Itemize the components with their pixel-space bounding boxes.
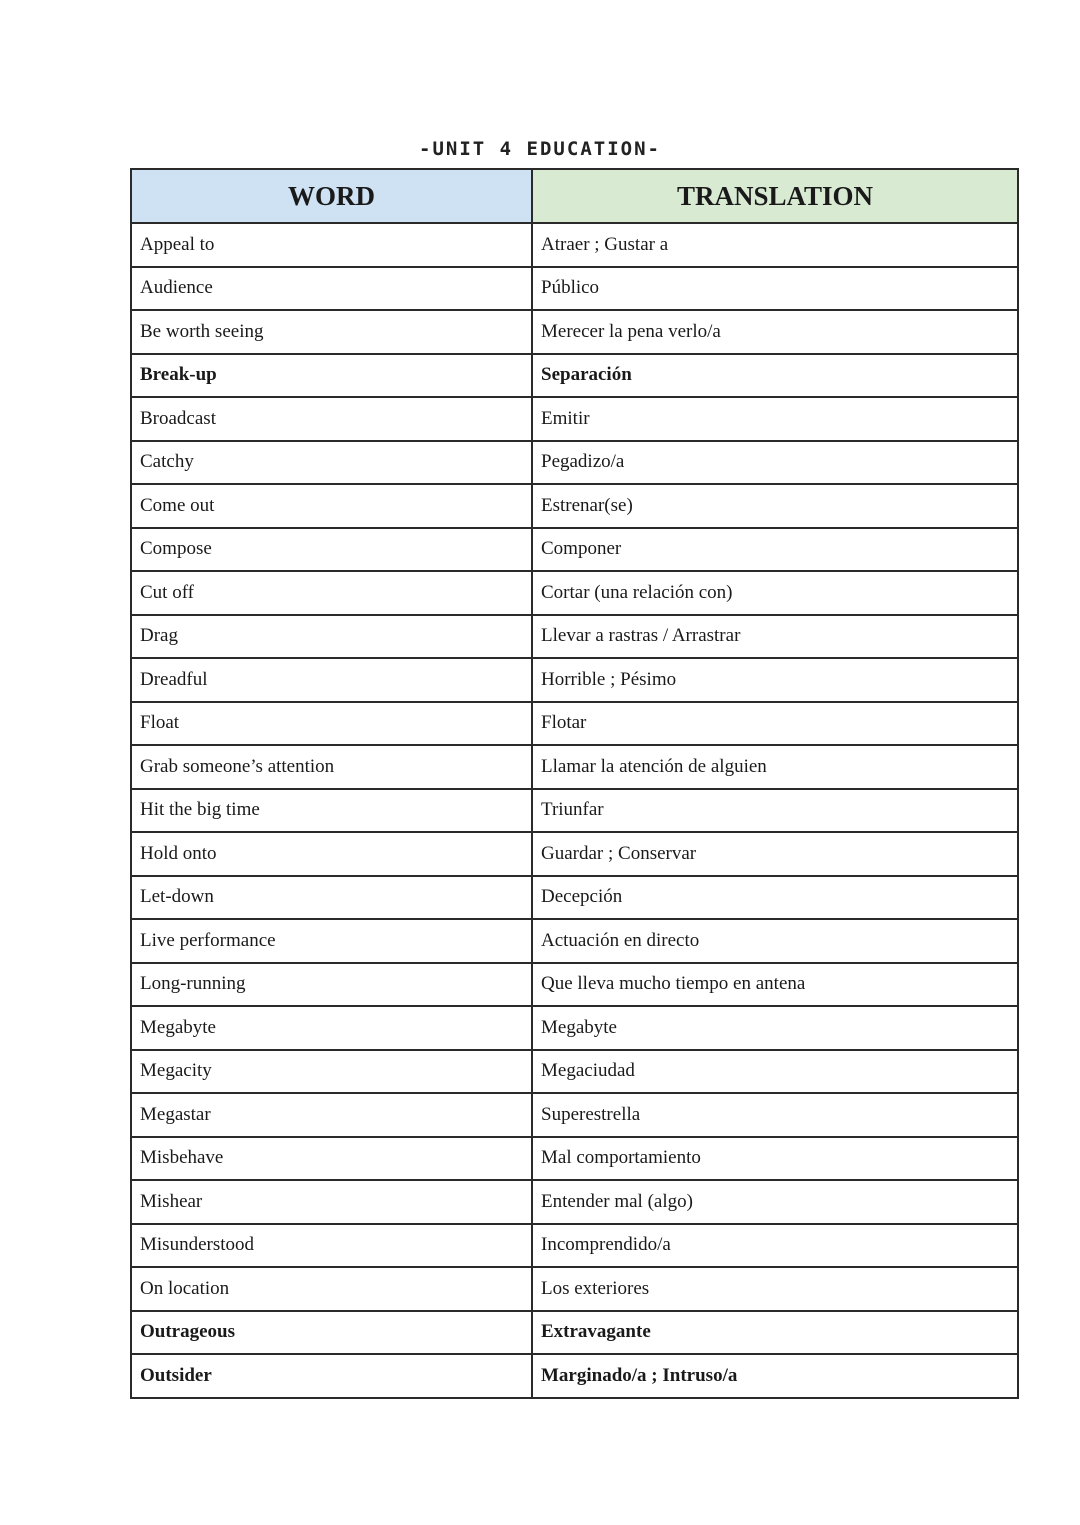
- word-cell: Dreadful: [131, 658, 532, 702]
- translation-cell: Actuación en directo: [532, 919, 1018, 963]
- translation-cell: Estrenar(se): [532, 484, 1018, 528]
- translation-cell: Flotar: [532, 702, 1018, 746]
- table-row: [131, 1093, 1018, 1137]
- translation-cell: Marginado/a ; Intruso/a: [532, 1354, 1018, 1398]
- vocabulary-rows: [131, 223, 1018, 1398]
- table-row: [131, 615, 1018, 659]
- word-cell: Misunderstood: [131, 1224, 532, 1268]
- table-row: [131, 1137, 1018, 1181]
- word-cell: Outsider: [131, 1354, 532, 1398]
- translation-cell: Público: [532, 267, 1018, 311]
- table-header-row: [131, 169, 1018, 223]
- translation-cell: Megabyte: [532, 1006, 1018, 1050]
- table-row: [131, 789, 1018, 833]
- table-row: [131, 702, 1018, 746]
- translation-cell: Emitir: [532, 397, 1018, 441]
- table-row: [131, 571, 1018, 615]
- word-cell: Outrageous: [131, 1311, 532, 1355]
- translation-column-header: TRANSLATION: [532, 169, 1018, 223]
- translation-cell: Incomprendido/a: [532, 1224, 1018, 1268]
- word-cell: Float: [131, 702, 532, 746]
- word-cell: Megabyte: [131, 1006, 532, 1050]
- word-cell: Mishear: [131, 1180, 532, 1224]
- translation-cell: Megaciudad: [532, 1050, 1018, 1094]
- word-cell: Cut off: [131, 571, 532, 615]
- word-cell: Grab someone’s attention: [131, 745, 532, 789]
- translation-cell: Superestrella: [532, 1093, 1018, 1137]
- translation-cell: Llamar la atención de alguien: [532, 745, 1018, 789]
- translation-cell: Decepción: [532, 876, 1018, 920]
- table-row: [131, 267, 1018, 311]
- vocabulary-table: [130, 168, 1019, 1399]
- table-row: [131, 354, 1018, 398]
- table-row: [131, 919, 1018, 963]
- table-row: [131, 484, 1018, 528]
- table-row: [131, 1311, 1018, 1355]
- word-cell: Megacity: [131, 1050, 532, 1094]
- table-row: [131, 1006, 1018, 1050]
- word-cell: Broadcast: [131, 397, 532, 441]
- table-row: [131, 441, 1018, 485]
- table-row: [131, 876, 1018, 920]
- translation-cell: Extravagante: [532, 1311, 1018, 1355]
- translation-cell: Componer: [532, 528, 1018, 572]
- translation-cell: Entender mal (algo): [532, 1180, 1018, 1224]
- word-cell: Drag: [131, 615, 532, 659]
- word-cell: Be worth seeing: [131, 310, 532, 354]
- translation-cell: Horrible ; Pésimo: [532, 658, 1018, 702]
- table-row: [131, 528, 1018, 572]
- table-row: [131, 658, 1018, 702]
- word-column-header: WORD: [131, 169, 532, 223]
- translation-cell: Atraer ; Gustar a: [532, 223, 1018, 267]
- word-cell: Long-running: [131, 963, 532, 1007]
- translation-cell: Cortar (una relación con): [532, 571, 1018, 615]
- table-row: [131, 1180, 1018, 1224]
- word-cell: Audience: [131, 267, 532, 311]
- table-row: [131, 223, 1018, 267]
- table-row: [131, 963, 1018, 1007]
- translation-cell: Que lleva mucho tiempo en antena: [532, 963, 1018, 1007]
- word-cell: Hit the big time: [131, 789, 532, 833]
- table-row: [131, 1354, 1018, 1398]
- word-cell: Catchy: [131, 441, 532, 485]
- table-row: [131, 310, 1018, 354]
- translation-cell: Pegadizo/a: [532, 441, 1018, 485]
- word-cell: Hold onto: [131, 832, 532, 876]
- table-row: [131, 397, 1018, 441]
- word-cell: Appeal to: [131, 223, 532, 267]
- translation-cell: Llevar a rastras / Arrastrar: [532, 615, 1018, 659]
- table-row: [131, 832, 1018, 876]
- word-cell: Let-down: [131, 876, 532, 920]
- word-cell: Come out: [131, 484, 532, 528]
- table-row: [131, 1267, 1018, 1311]
- translation-cell: Triunfar: [532, 789, 1018, 833]
- page-title: -UNIT 4 EDUCATION-: [419, 138, 661, 160]
- word-cell: Live performance: [131, 919, 532, 963]
- translation-cell: Mal comportamiento: [532, 1137, 1018, 1181]
- table-row: [131, 1224, 1018, 1268]
- word-cell: On location: [131, 1267, 532, 1311]
- table-row: [131, 1050, 1018, 1094]
- word-cell: Compose: [131, 528, 532, 572]
- word-cell: Misbehave: [131, 1137, 532, 1181]
- table-row: [131, 745, 1018, 789]
- translation-cell: Los exteriores: [532, 1267, 1018, 1311]
- translation-cell: Guardar ; Conservar: [532, 832, 1018, 876]
- translation-cell: Separación: [532, 354, 1018, 398]
- translation-cell: Merecer la pena verlo/a: [532, 310, 1018, 354]
- word-cell: Megastar: [131, 1093, 532, 1137]
- word-cell: Break-up: [131, 354, 532, 398]
